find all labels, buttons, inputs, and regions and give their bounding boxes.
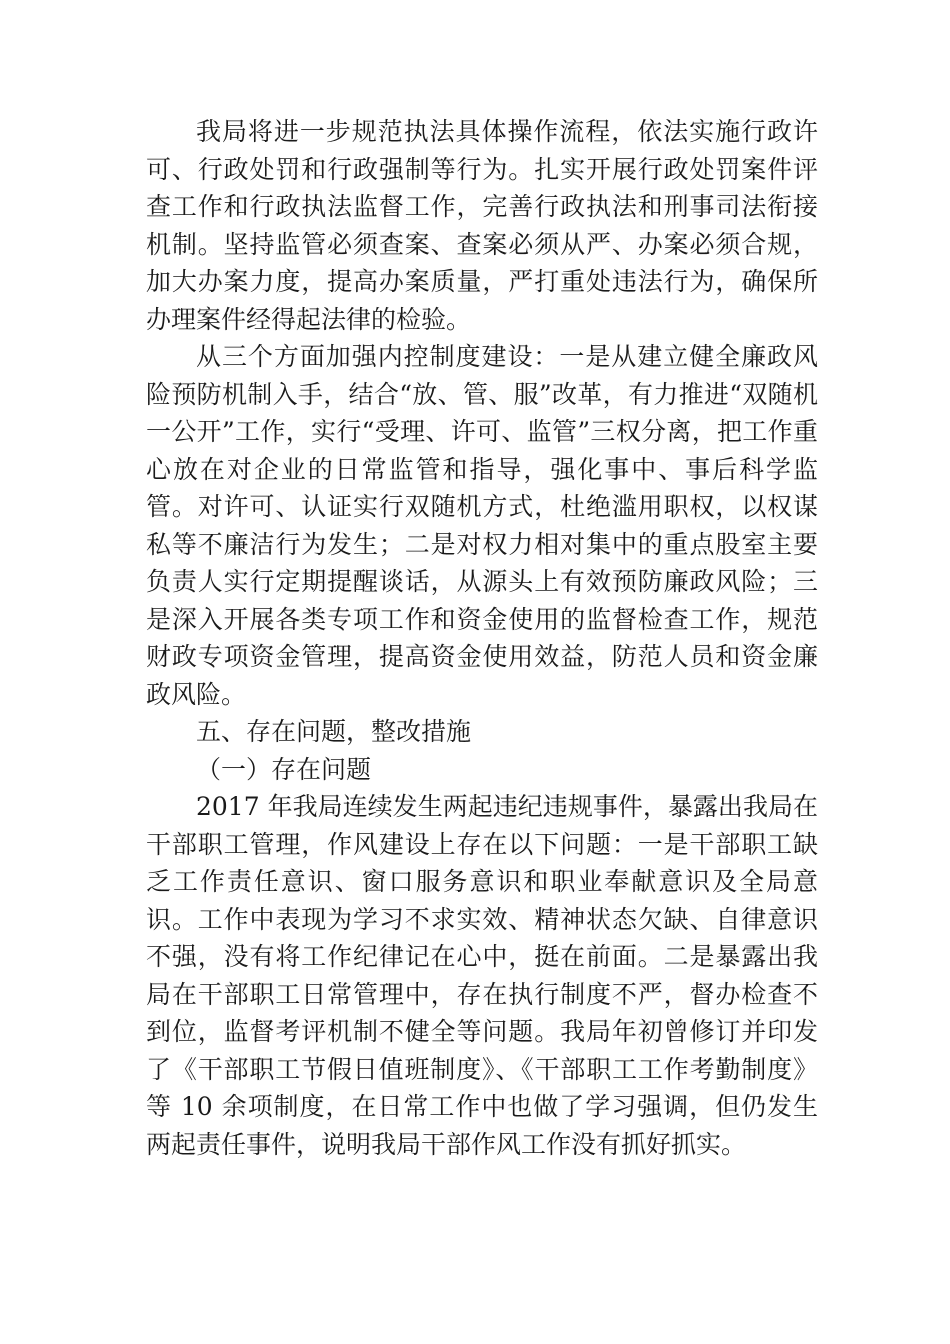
paragraph-law-enforcement: 我局将进一步规范执法具体操作流程，依法实施行政许可、行政处罚和行政强制等行为。扎实开展行政处罚案件评查工作和行政执法监督工作，完善行政执法和刑事司法衔接机制。坚持监管必须查案、查案必须从严、办案必须合规，加大办案力度，提高办案质量，严打重处违法行为，确保所办理案件经得起法律的检验。 bbox=[146, 117, 818, 334]
paragraph-internal-control: 从三个方面加强内控制度建设：一是从建立健全廉政风险预防机制入手，结合“放、管、服”改革，有力推进“双随机一公开”工作，实行“受理、许可、监管”三权分离，把工作重心放在对企业的日常监管和指导，强化事中、事后科学监管。对许可、认证实行双随机方式，杜绝滥用职权，以权谋私等不廉洁行为发生；二是对权力相对集中的重点股室主要负责人实行定期提醒谈话，从源头上有效预防廉政风险；三是深入开展各类专项工作和资金使用的监督检查工作，规范财政专项资金管理，提高资金使用效益，防范人员和资金廉政风险。 bbox=[146, 342, 818, 709]
section-heading-problems-measures: 五、存在问题，整改措施 bbox=[196, 717, 472, 746]
paragraph-problems-detail: 2017 年我局连续发生两起违纪违规事件，暴露出我局在干部职工管理，作风建设上存在以下问题：一是干部职工缺乏工作责任意识、窗口服务意识和职业奉献意识及全局意识。工作中表现为学习不求实效、精神状态欠缺、自律意识不强，没有将工作纪律记在心中，挺在前面。二是暴露出我局在干部职工日常管理中，存在执行制度不严，督办检查不到位，监督考评机制不健全等问题。我局年初曾修订并印发了《干部职工节假日值班制度》、《干部职工工作考勤制度》等 10 余项制度，在日常工作中也做了学习强调，但仍发生两起责任事件，说明我局干部作风工作没有抓好抓实。 bbox=[146, 792, 818, 1159]
subsection-heading-existing-problems: （一）存在问题 bbox=[196, 754, 372, 784]
document-body bbox=[146, 113, 818, 1163]
